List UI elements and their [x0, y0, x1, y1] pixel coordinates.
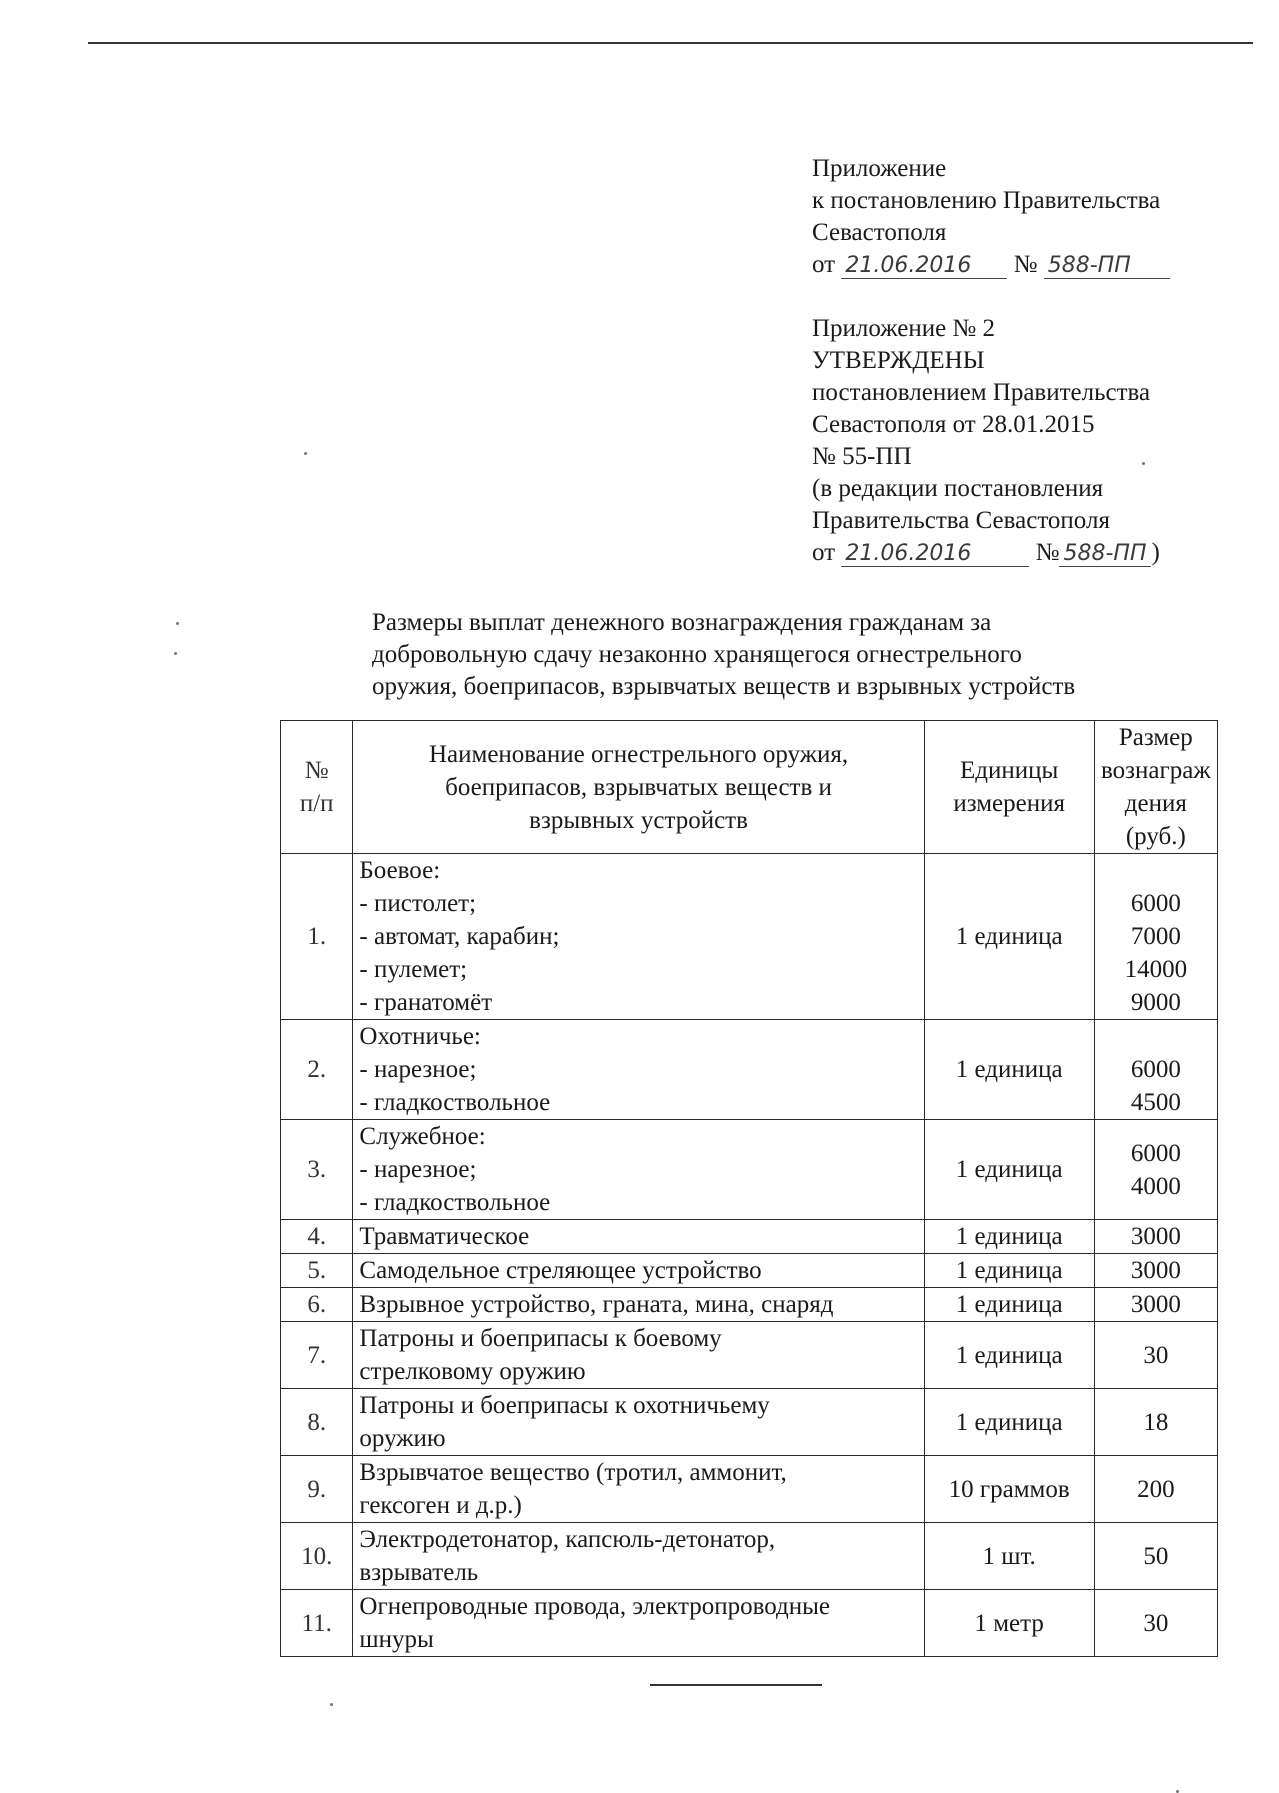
row-name-line: - гладкоствольное	[359, 1089, 551, 1116]
table-row	[281, 1254, 1218, 1288]
appendix-date-prefix: от	[812, 251, 836, 278]
row-name-line: Охотничье:	[359, 1023, 481, 1050]
appendix-date-line	[812, 249, 1170, 281]
row-amount-value: 4000	[1130, 1172, 1181, 1200]
row-name	[353, 1254, 924, 1288]
row-num: 11.	[281, 1590, 353, 1657]
approval-date-line	[812, 537, 1160, 569]
table-body	[281, 854, 1218, 1657]
appendix-handwritten-number: 588-ПП	[1044, 254, 1170, 279]
row-name-line: стрелковому оружию	[359, 1358, 586, 1385]
scan-speck	[174, 652, 177, 655]
row-name	[353, 1322, 924, 1389]
row-amount: 3000	[1094, 1254, 1217, 1288]
header-name-line-1: Наименование огнестрельного оружия,	[428, 740, 849, 768]
row-num: 2.	[281, 1020, 353, 1120]
row-unit: 1 единица	[924, 1120, 1094, 1220]
row-name-line: - пулемет;	[359, 956, 468, 983]
approval-line-1: Приложение № 2	[812, 315, 996, 342]
row-unit: 10 граммов	[924, 1456, 1094, 1523]
table-row	[281, 1456, 1218, 1523]
row-unit: 1 единица	[924, 1288, 1094, 1322]
header-amount-line-4: (руб.)	[1125, 823, 1186, 850]
scan-speck	[304, 452, 307, 455]
header-amount	[1094, 721, 1217, 854]
table-row	[281, 854, 1218, 1020]
row-name-line: - автомат, карабин;	[359, 923, 560, 950]
row-amount	[1094, 854, 1217, 1020]
table-row	[281, 1020, 1218, 1120]
table-row	[281, 1322, 1218, 1389]
row-amount-value: 6000	[1130, 1056, 1181, 1083]
row-name-line: - гранатомёт	[359, 989, 493, 1016]
approval-line-6: (в редакции постановления	[812, 475, 1104, 502]
row-unit: 1 единица	[924, 1254, 1094, 1288]
row-unit: 1 единица	[924, 1220, 1094, 1254]
row-name	[353, 1120, 924, 1220]
approval-line-7: Правительства Севастополя	[812, 507, 1110, 534]
header-unit-line-2: измерения	[953, 790, 1065, 817]
row-name-line: Служебное:	[359, 1123, 486, 1150]
row-amount-value: 7000	[1130, 923, 1181, 950]
table-row	[281, 1590, 1218, 1657]
row-unit: 1 метр	[924, 1590, 1094, 1657]
row-num: 3.	[281, 1120, 353, 1220]
table-row	[281, 1523, 1218, 1590]
rewards-table	[280, 720, 1218, 1657]
row-amount-value: 4500	[1130, 1089, 1181, 1116]
row-num: 6.	[281, 1288, 353, 1322]
row-name	[353, 1523, 924, 1590]
row-num: 7.	[281, 1322, 353, 1389]
row-num: 8.	[281, 1389, 353, 1456]
row-name	[353, 1220, 924, 1254]
row-name-line: - пистолет;	[359, 890, 477, 917]
header-unit-line-1: Единицы	[960, 757, 1059, 784]
approval-closing-paren: )	[1151, 539, 1160, 566]
row-name-line: - гладкоствольное	[359, 1189, 551, 1216]
table-row	[281, 1389, 1218, 1456]
title-line-1: Размеры выплат денежного вознаграждения гражданам за	[372, 609, 992, 636]
approval-number-prefix: №	[1035, 539, 1060, 566]
row-amount: 50	[1094, 1523, 1217, 1590]
row-name-line: Самодельное стреляющее устройство	[359, 1257, 762, 1284]
row-name	[353, 1456, 924, 1523]
row-amount-value: 6000	[1130, 1139, 1181, 1167]
row-name-line: шнуры	[359, 1626, 434, 1653]
row-name-line: взрыватель	[359, 1559, 479, 1586]
approval-line-4: Севастополя от 28.01.2015	[812, 411, 1095, 438]
appendix-line-2: к постановлению Правительства	[812, 187, 1161, 214]
table-row	[281, 1120, 1218, 1220]
scan-speck	[176, 622, 179, 625]
header-num-line-2: п/п	[299, 790, 334, 817]
header-name	[353, 721, 924, 854]
row-amount-value: 6000	[1130, 890, 1181, 917]
header-amount-line-1: Размер	[1118, 724, 1193, 751]
header-name-line-2: боеприпасов, взрывчатых веществ и	[445, 773, 832, 801]
title-line-2: добровольную сдачу незаконно хранящегося огнестрельного	[372, 641, 1022, 668]
header-unit	[924, 721, 1094, 854]
row-name	[353, 1389, 924, 1456]
scan-speck	[330, 1703, 333, 1706]
row-amount-value	[1101, 854, 1211, 887]
row-name-line: Огнепроводные провода, электропроводные	[359, 1593, 831, 1620]
header-num-line-1: №	[304, 757, 329, 784]
approval-handwritten-date: 21.06.2016	[841, 542, 1029, 567]
document-title	[372, 607, 1075, 703]
bottom-rule	[650, 1684, 822, 1686]
header-name-line-3: взрывных устройств	[529, 806, 748, 834]
header-amount-line-2: вознаграж	[1101, 757, 1211, 784]
row-amount-value	[1101, 1020, 1211, 1053]
row-unit: 1 единица	[924, 1020, 1094, 1120]
title-line-3: оружия, боеприпасов, взрывчатых веществ и взрывных устройств	[372, 673, 1076, 700]
row-name-line: - нарезное;	[359, 1156, 477, 1183]
top-rule	[88, 42, 1253, 44]
appendix-line-1: Приложение	[812, 155, 947, 182]
approval-date-prefix: от	[812, 539, 836, 566]
row-amount-value: 14000	[1124, 956, 1188, 983]
appendix-line-3: Севастополя	[812, 219, 947, 246]
row-name-line: Электродетонатор, капсюль-детонатор,	[359, 1526, 776, 1553]
row-amount: 200	[1094, 1456, 1217, 1523]
row-name-line: - нарезное;	[359, 1056, 477, 1083]
row-name-line: гексоген и д.р.)	[359, 1492, 522, 1519]
row-name-line: Взрывчатое вещество (тротил, аммонит,	[359, 1459, 787, 1486]
row-unit: 1 шт.	[924, 1523, 1094, 1590]
row-num: 4.	[281, 1220, 353, 1254]
row-name-line: Взрывное устройство, граната, мина, снаряд	[359, 1291, 834, 1318]
approval-handwritten-number: 588-ПП	[1059, 542, 1151, 567]
row-name-line: Патроны и боеприпасы к охотничьему	[359, 1392, 770, 1419]
row-name	[353, 854, 924, 1020]
approval-block	[812, 313, 1160, 569]
table-row	[281, 1288, 1218, 1322]
row-amount: 30	[1094, 1590, 1217, 1657]
row-name	[353, 1590, 924, 1657]
row-amount: 3000	[1094, 1288, 1217, 1322]
row-unit: 1 единица	[924, 854, 1094, 1020]
appendix-number-prefix: №	[1013, 251, 1038, 278]
scan-speck	[1142, 462, 1145, 465]
header-num	[281, 721, 353, 854]
row-name-line: Травматическое	[359, 1223, 530, 1250]
row-unit: 1 единица	[924, 1389, 1094, 1456]
row-amount-value: 9000	[1130, 989, 1181, 1016]
approval-line-3: постановлением Правительства	[812, 379, 1151, 406]
row-num: 1.	[281, 854, 353, 1020]
row-name-line: Патроны и боеприпасы к боевому	[359, 1325, 722, 1352]
approval-line-5: № 55-ПП	[812, 443, 912, 470]
row-amount: 3000	[1094, 1220, 1217, 1254]
header-amount-line-3: дения	[1124, 790, 1187, 817]
row-amount	[1094, 1120, 1217, 1220]
row-amount: 18	[1094, 1389, 1217, 1456]
appendix-handwritten-date: 21.06.2016	[841, 254, 1007, 279]
approval-line-2: УТВЕРЖДЕНЫ	[812, 347, 985, 374]
row-unit: 1 единица	[924, 1322, 1094, 1389]
table-row	[281, 1220, 1218, 1254]
appendix-header	[812, 153, 1170, 281]
row-num: 10.	[281, 1523, 353, 1590]
row-num: 5.	[281, 1254, 353, 1288]
row-amount: 30	[1094, 1322, 1217, 1389]
row-name-line: Боевое:	[359, 857, 441, 884]
row-name	[353, 1288, 924, 1322]
row-name	[353, 1020, 924, 1120]
row-name-line: оружию	[359, 1425, 446, 1452]
row-num: 9.	[281, 1456, 353, 1523]
table-header-row	[281, 721, 1218, 854]
row-amount	[1094, 1020, 1217, 1120]
